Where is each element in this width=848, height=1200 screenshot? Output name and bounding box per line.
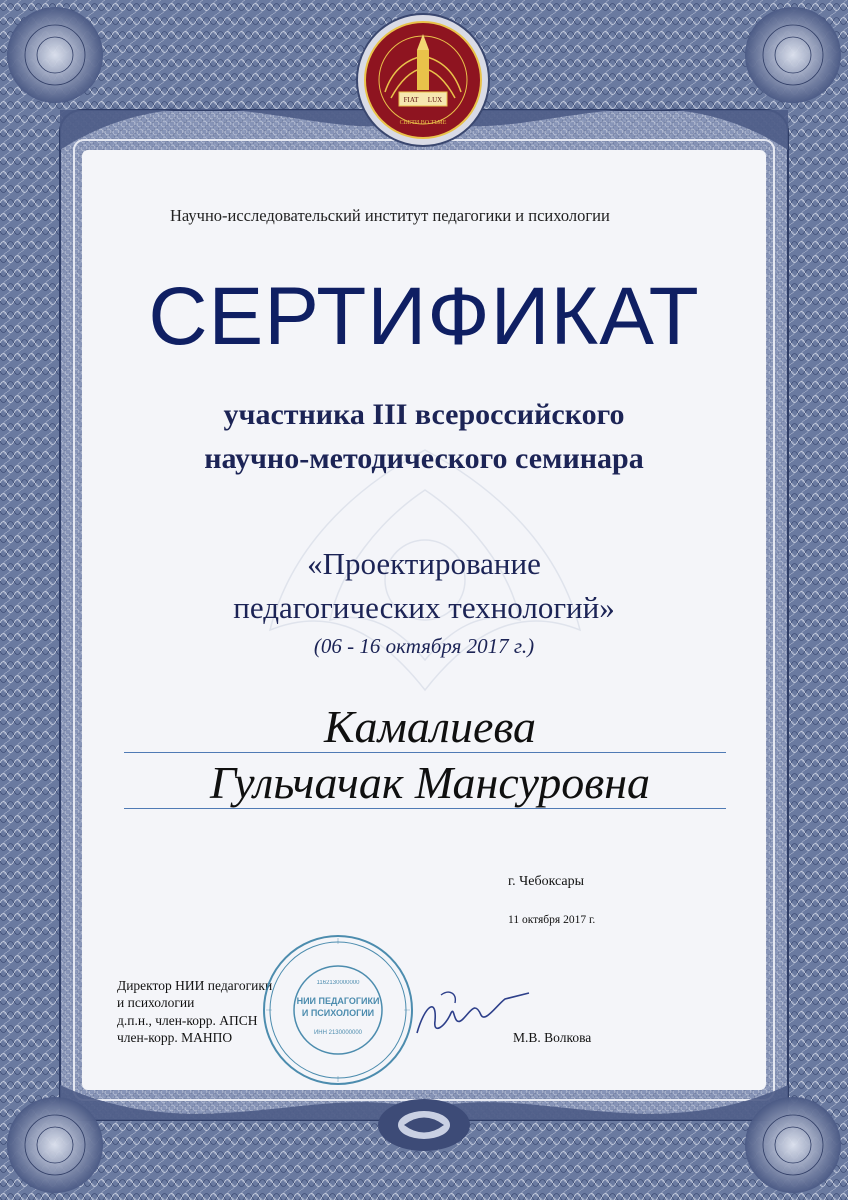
official-stamp [258,930,418,1090]
handwritten-signature [405,975,535,1050]
stamp-center-line-1: НИИ ПЕДАГОГИКИ [296,996,380,1006]
signatory-title-line-2: и психологии [117,995,195,1010]
signatory-title-line-1: Директор НИИ педагогики [117,978,273,993]
institute-emblem [355,12,491,148]
emblem-ring-text: СВЕТИ ВО ТЬМЕ [399,120,447,126]
emblem-motto-right: LUX [427,96,443,104]
issue-city: г. Чебоксары [508,874,585,889]
certificate-title: СЕРТИФИКАТ [148,271,700,362]
subtitle-line-2: научно-методического семинара [204,442,644,475]
emblem-motto-left: FIAT [403,96,419,104]
signatory-title-line-4: член-корр. МАНПО [117,1030,233,1045]
recipient-surname: Камалиева [323,701,537,752]
subtitle-line-1: участника III всероссийского [223,398,625,431]
issue-date: 11 октября 2017 г. [508,914,596,926]
stamp-ogrn: 1162130000000 [316,980,360,986]
name-underline-1 [124,752,726,753]
signatory-name: М.В. Волкова [513,1030,592,1045]
signatory-title-line-3: д.п.н., член-корр. АПСН [117,1013,258,1028]
name-underline-2 [124,808,726,809]
seminar-dates: (06 - 16 октября 2017 г.) [313,634,535,658]
stamp-inn: ИНН 2130000000 [313,1030,363,1036]
stamp-center-line-2: И ПСИХОЛОГИИ [301,1008,375,1018]
topic-line-2: педагогических технологий» [233,590,615,625]
recipient-given-names: Гульчачак Мансуровна [209,757,651,808]
topic-line-1: «Проектирование [307,546,541,581]
institute-name: Научно-исследовательский институт педагогики и психологии [170,206,610,225]
